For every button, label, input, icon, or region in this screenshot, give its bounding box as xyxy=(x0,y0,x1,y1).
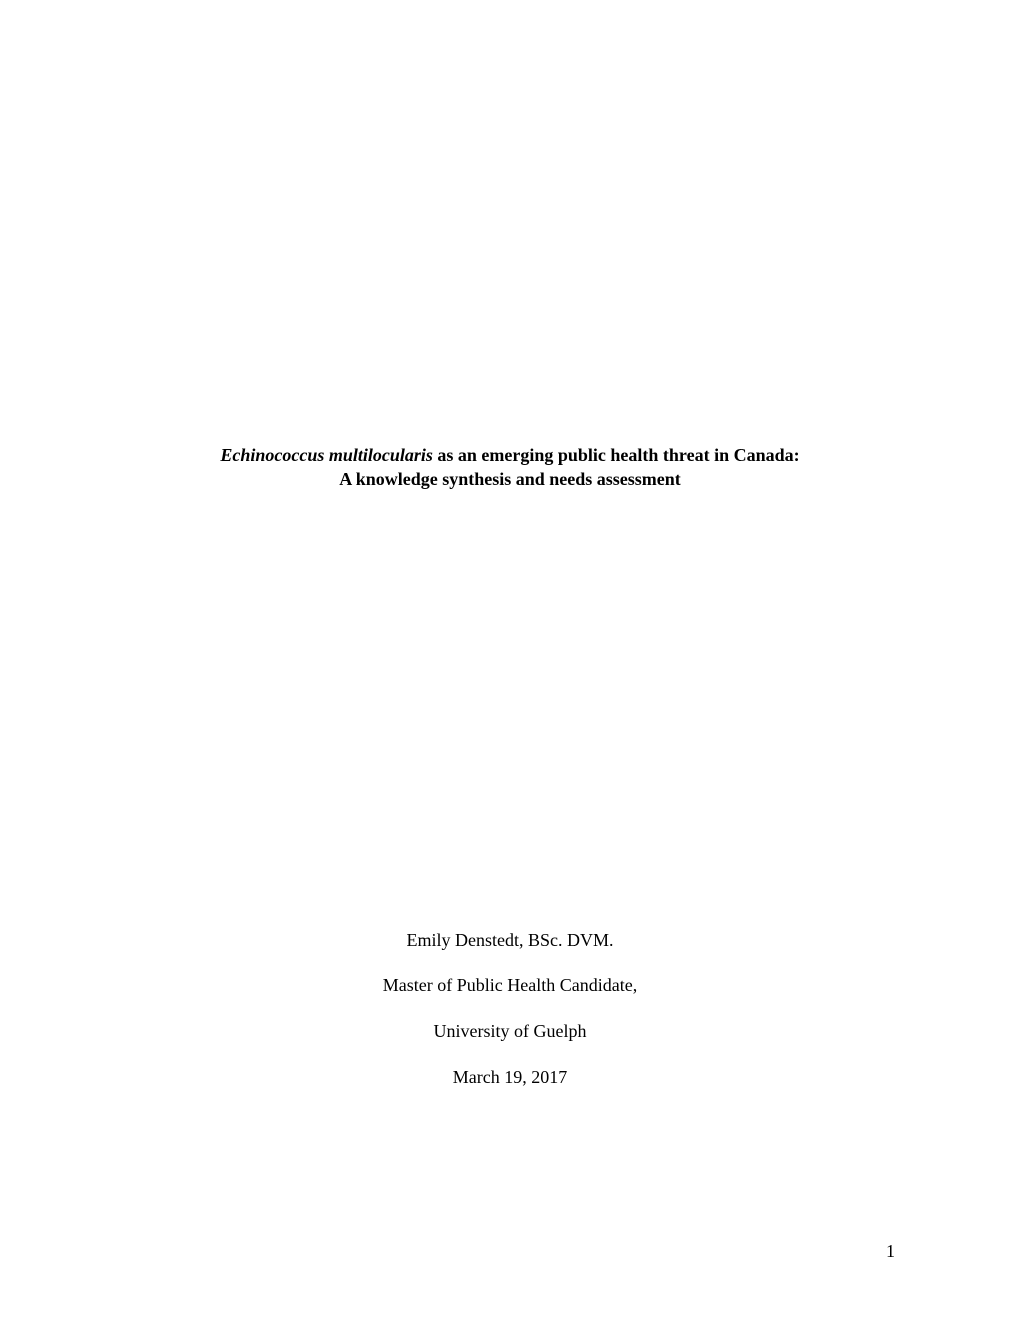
page-number: 1 xyxy=(886,1241,895,1261)
document-title xyxy=(0,443,1020,491)
author-institution: University of Guelph xyxy=(433,1021,587,1041)
document-date: March 19, 2017 xyxy=(452,1067,568,1087)
author-name: Emily Denstedt, BSc. DVM. xyxy=(406,930,614,950)
title-line-2: A knowledge synthesis and needs assessment xyxy=(339,469,681,489)
title-line-1 xyxy=(0,443,1020,467)
author-degree: Master of Public Health Candidate, xyxy=(382,975,638,995)
title-line-1-rest: as an emerging public health threat in Canada: xyxy=(432,445,800,465)
title-species-name: Echinococcus multilocularis xyxy=(220,445,433,465)
